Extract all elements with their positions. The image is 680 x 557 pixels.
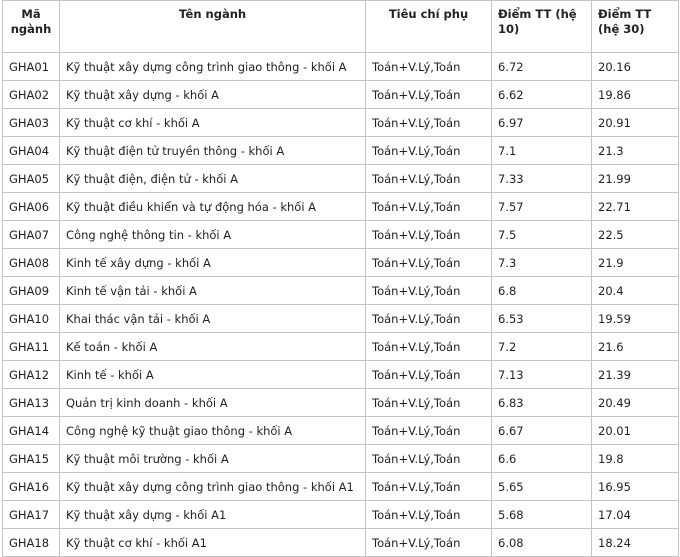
cell-code: GHA11: [3, 333, 60, 361]
cell-name: Kỹ thuật xây dựng công trình giao thông - khối A1: [60, 473, 366, 501]
cell-criteria: Toán+V.Lý,Toán: [366, 137, 492, 165]
cell-name: Kỹ thuật điều khiển và tự động hóa - khối A: [60, 193, 366, 221]
cell-criteria: Toán+V.Lý,Toán: [366, 389, 492, 417]
cell-score-30: 16.95: [592, 473, 679, 501]
cell-score-30: 21.99: [592, 165, 679, 193]
cell-score-30: 20.4: [592, 277, 679, 305]
cell-code: GHA10: [3, 305, 60, 333]
cell-score-30: 21.9: [592, 249, 679, 277]
cell-criteria: Toán+V.Lý,Toán: [366, 333, 492, 361]
cell-criteria: Toán+V.Lý,Toán: [366, 53, 492, 81]
cell-score-10: 6.53: [492, 305, 592, 333]
cell-score-30: 22.5: [592, 221, 679, 249]
cell-score-30: 21.6: [592, 333, 679, 361]
table-row: [3, 221, 679, 249]
header-score-10: Điểm TT (hệ 10): [492, 1, 592, 53]
cell-score-30: 19.59: [592, 305, 679, 333]
table-row: [3, 53, 679, 81]
cell-score-10: 5.65: [492, 473, 592, 501]
cell-score-30: 21.3: [592, 137, 679, 165]
cell-name: Quản trị kinh doanh - khối A: [60, 389, 366, 417]
table-row: [3, 445, 679, 473]
cell-name: Kỹ thuật xây dựng - khối A: [60, 81, 366, 109]
table-row: [3, 501, 679, 529]
cell-name: Kế toán - khối A: [60, 333, 366, 361]
cell-score-10: 6.08: [492, 529, 592, 557]
cell-name: Công nghệ thông tin - khối A: [60, 221, 366, 249]
cell-score-10: 7.33: [492, 165, 592, 193]
table-body: [3, 53, 679, 557]
cell-criteria: Toán+V.Lý,Toán: [366, 249, 492, 277]
header-code: Mã ngành: [3, 1, 60, 53]
cell-score-10: 6.62: [492, 81, 592, 109]
table-row: [3, 333, 679, 361]
cell-code: GHA01: [3, 53, 60, 81]
cell-score-30: 20.16: [592, 53, 679, 81]
cell-name: Kỹ thuật cơ khí - khối A: [60, 109, 366, 137]
cell-score-10: 6.67: [492, 417, 592, 445]
cell-code: GHA07: [3, 221, 60, 249]
cell-code: GHA15: [3, 445, 60, 473]
cell-name: Công nghệ kỹ thuật giao thông - khối A: [60, 417, 366, 445]
header-name: Tên ngành: [60, 1, 366, 53]
cell-score-10: 6.83: [492, 389, 592, 417]
cell-criteria: Toán+V.Lý,Toán: [366, 445, 492, 473]
cell-code: GHA14: [3, 417, 60, 445]
table-row: [3, 305, 679, 333]
cell-name: Kỹ thuật điện tử truyền thông - khối A: [60, 137, 366, 165]
cell-criteria: Toán+V.Lý,Toán: [366, 417, 492, 445]
table-row: [3, 473, 679, 501]
cell-score-10: 7.1: [492, 137, 592, 165]
table-row: [3, 389, 679, 417]
cell-score-10: 6.6: [492, 445, 592, 473]
cell-criteria: Toán+V.Lý,Toán: [366, 81, 492, 109]
table-row: [3, 417, 679, 445]
cell-score-30: 17.04: [592, 501, 679, 529]
cell-criteria: Toán+V.Lý,Toán: [366, 501, 492, 529]
cell-criteria: Toán+V.Lý,Toán: [366, 193, 492, 221]
header-score-30: Điểm TT (hệ 30): [592, 1, 679, 53]
table-row: [3, 277, 679, 305]
cell-code: GHA06: [3, 193, 60, 221]
cell-name: Kỹ thuật xây dựng - khối A1: [60, 501, 366, 529]
cell-score-10: 7.5: [492, 221, 592, 249]
cell-code: GHA03: [3, 109, 60, 137]
cell-score-30: 19.86: [592, 81, 679, 109]
cell-code: GHA09: [3, 277, 60, 305]
cell-score-30: 20.49: [592, 389, 679, 417]
cell-criteria: Toán+V.Lý,Toán: [366, 277, 492, 305]
cell-code: GHA17: [3, 501, 60, 529]
cell-score-10: 5.68: [492, 501, 592, 529]
cell-code: GHA04: [3, 137, 60, 165]
cell-score-10: 6.72: [492, 53, 592, 81]
cell-score-30: 22.71: [592, 193, 679, 221]
cell-score-10: 6.97: [492, 109, 592, 137]
cell-criteria: Toán+V.Lý,Toán: [366, 221, 492, 249]
table-row: [3, 361, 679, 389]
cell-code: GHA02: [3, 81, 60, 109]
table-row: [3, 249, 679, 277]
cell-criteria: Toán+V.Lý,Toán: [366, 473, 492, 501]
cell-score-10: 7.13: [492, 361, 592, 389]
cell-score-30: 21.39: [592, 361, 679, 389]
admission-score-table: [2, 0, 679, 557]
cell-score-10: 6.8: [492, 277, 592, 305]
cell-name: Kỹ thuật xây dựng công trình giao thông - khối A: [60, 53, 366, 81]
cell-score-30: 18.24: [592, 529, 679, 557]
table-row: [3, 109, 679, 137]
cell-code: GHA12: [3, 361, 60, 389]
cell-name: Kinh tế - khối A: [60, 361, 366, 389]
cell-criteria: Toán+V.Lý,Toán: [366, 165, 492, 193]
cell-score-10: 7.57: [492, 193, 592, 221]
table-row: [3, 165, 679, 193]
cell-code: GHA16: [3, 473, 60, 501]
cell-score-30: 20.91: [592, 109, 679, 137]
cell-code: GHA05: [3, 165, 60, 193]
cell-score-10: 7.3: [492, 249, 592, 277]
cell-criteria: Toán+V.Lý,Toán: [366, 361, 492, 389]
cell-name: Kỹ thuật cơ khí - khối A1: [60, 529, 366, 557]
cell-criteria: Toán+V.Lý,Toán: [366, 109, 492, 137]
header-criteria: Tiêu chí phụ: [366, 1, 492, 53]
cell-code: GHA08: [3, 249, 60, 277]
cell-name: Kỹ thuật điện, điện tử - khối A: [60, 165, 366, 193]
cell-criteria: Toán+V.Lý,Toán: [366, 529, 492, 557]
cell-score-30: 19.8: [592, 445, 679, 473]
cell-code: GHA13: [3, 389, 60, 417]
cell-score-10: 7.2: [492, 333, 592, 361]
cell-name: Kỹ thuật môi trường - khối A: [60, 445, 366, 473]
table-row: [3, 137, 679, 165]
table-row: [3, 529, 679, 557]
cell-criteria: Toán+V.Lý,Toán: [366, 305, 492, 333]
table-header-row: [3, 1, 679, 53]
cell-code: GHA18: [3, 529, 60, 557]
table-row: [3, 193, 679, 221]
cell-name: Khai thác vận tải - khối A: [60, 305, 366, 333]
cell-name: Kinh tế xây dựng - khối A: [60, 249, 366, 277]
cell-name: Kinh tế vận tải - khối A: [60, 277, 366, 305]
cell-score-30: 20.01: [592, 417, 679, 445]
table-row: [3, 81, 679, 109]
